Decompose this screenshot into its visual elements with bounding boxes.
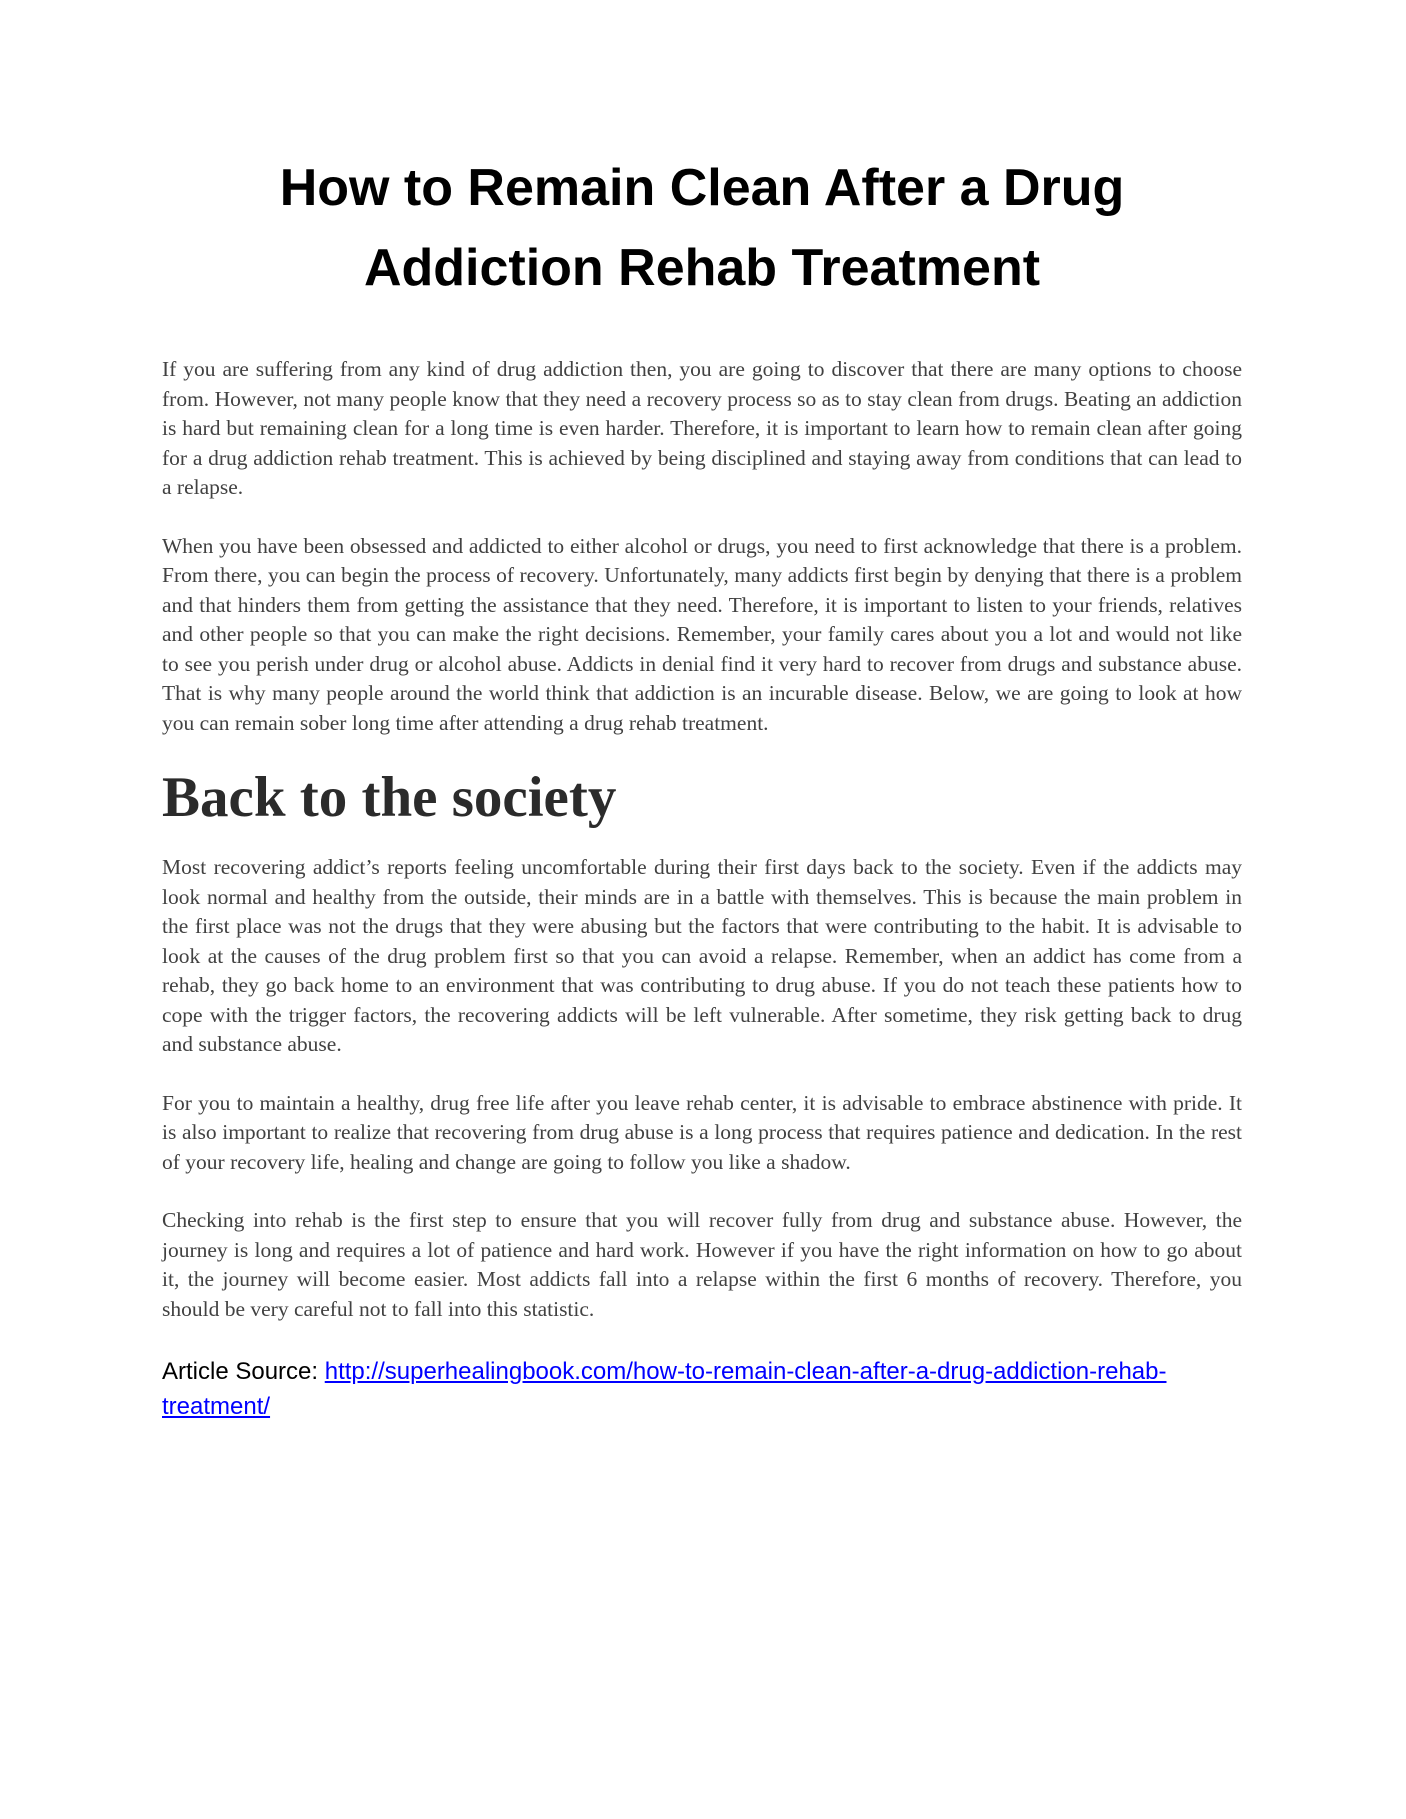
article-source [162, 1354, 1242, 1424]
section-paragraph-1: Most recovering addict’s reports feeling uncomfortable during their first days back to the society. Even if the addicts may look normal and healthy from the outside, their minds are in a battle with themselves. This is because the main problem in the first place was not the drugs that they were abusing but the factors that were contributing to the habit. It is advisable to look at the causes of the drug problem first so that you can avoid a relapse. Remember, when an addict has come from a rehab, they go back home to an environment that was contributing to drug abuse. If you do not teach these patients how to cope with the trigger factors, the recovering addicts will be left vulnerable. After sometime, they risk getting back to drug and substance abuse. [162, 855, 1242, 1056]
document-title [162, 0, 1242, 308]
section-paragraph-2: For you to maintain a healthy, drug free life after you leave rehab center, it is advisable to embrace abstinence with pride. It is also important to realize that recovering from drug abuse is a long process that requires patience and dedication. In the rest of your recovery life, healing and change are going to follow you like a shadow. [162, 1090, 1242, 1174]
article-source-link[interactable]: http://superhealingbook.com/how-to-remain-clean-after-a-drug-addiction-rehab-treatment/ [162, 1358, 1167, 1420]
title-line-2: Addiction Rehab Treatment [363, 239, 1041, 297]
intro-paragraph-2: When you have been obsessed and addicted to either alcohol or drugs, you need to first acknowledge that there is a problem. From there, you can begin the process of recovery. Unfortunately, many addicts first begin by denying that there is a problem and that hinders them from getting the assistance that they need. Therefore, it is important to listen to your friends, relatives and other people so that you can make the right decisions. Remember, your family cares about you a lot and would not like to see you perish under drug or alcohol abuse. Addicts in denial find it very hard to recover from drugs and substance abuse. That is why many people around the world think that addiction is an incurable disease. Below, we are going to look at how you can remain sober long time after attending a drug rehab treatment. [162, 533, 1242, 735]
intro-paragraph-1: If you are suffering from any kind of drug addiction then, you are going to discover that there are many options to choose from. However, not many people know that they need a recovery process so as to stay clean from drugs. Beating an addiction is hard but remaining clean for a long time is even harder. Therefore, it is important to learn how to remain clean after going for a drug addiction rehab treatment. This is achieved by being disciplined and staying away from conditions that can lead to a relapse. [162, 357, 1242, 499]
article-source-label: Article Source: [162, 1358, 325, 1385]
title-line-1: How to Remain Clean After a Drug [279, 159, 1125, 217]
section-paragraph-3: Checking into rehab is the first step to ensure that you will recover fully from drug and substance abuse. However, the journey is long and requires a lot of patience and hard work. However if you have the right information on how to go about it, the journey will become easier. Most addicts fall into a relapse within the first 6 months of recovery. Therefore, you should be very careful not to fall into this statistic. [162, 1208, 1242, 1321]
section-heading: Back to the society [162, 766, 617, 829]
